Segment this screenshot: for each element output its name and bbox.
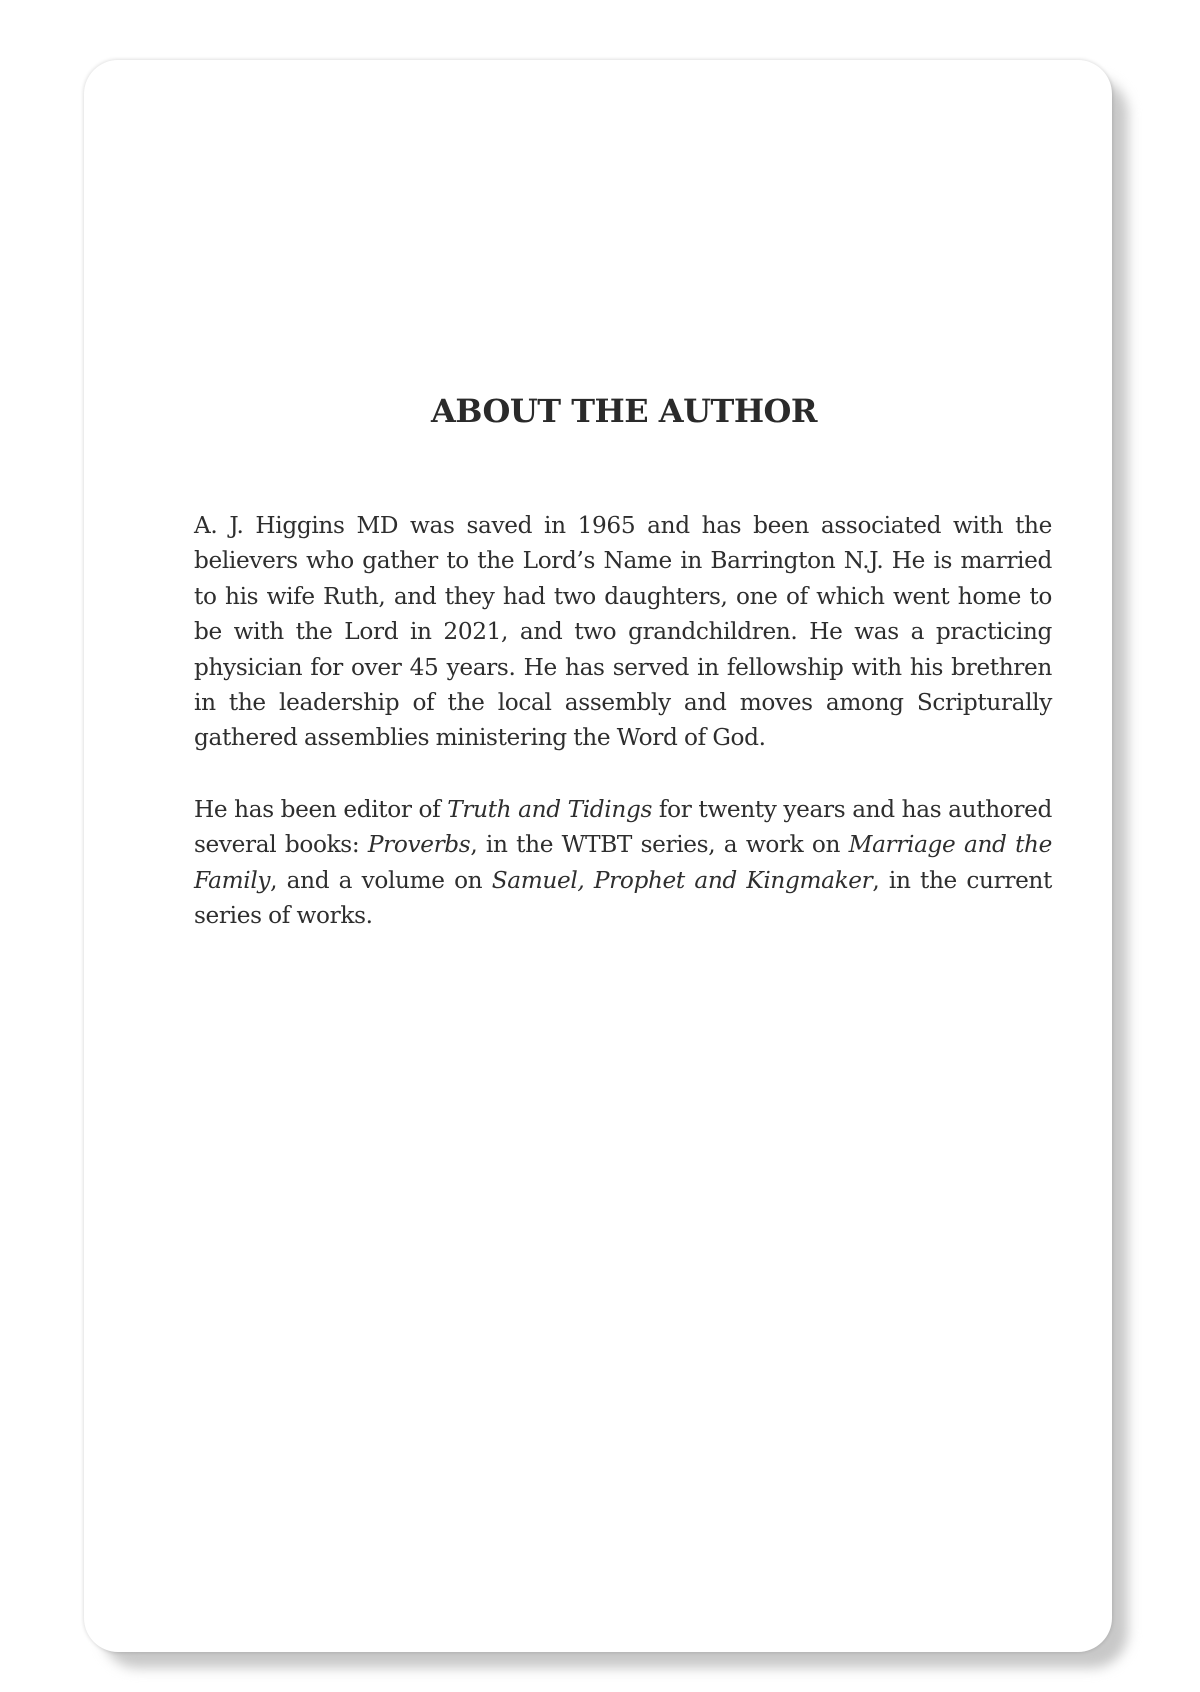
paragraph-2-text-5: , in the current series of works. (194, 866, 1052, 930)
author-bio-paragraph-1: A. J. Higgins MD was saved in 1965 and has been associated with the believers who gather to the Lord’s Name in Barrington N.J. He is married to his wife Ruth, and they had two daughters, one of which went home to be with the Lord in 2021, and two grandchildren. He was a practicing physician for over 45 years. He has served in fellowship with his brethren in the leadership of the local assembly and moves among Scripturally gathered assemblies ministering the Word of God. (194, 512, 1052, 752)
paragraph-2-text-1: He has been editor of (194, 796, 448, 823)
title-samuel-prophet-and-kingmaker: Samuel, Prophet and Kingmaker (491, 866, 873, 894)
page-title: ABOUT THE AUTHOR (430, 392, 818, 430)
title-marriage-and-the-family: Marriage and the Family (194, 831, 1052, 894)
book-page (84, 60, 1112, 1652)
paragraph-2-text-2: for twenty years and has authored several books: (194, 796, 1052, 859)
paragraph-2-text-4: , and a volume on (270, 866, 492, 894)
paragraph-2-text-3: , in the WTBT series, a work on (470, 831, 849, 859)
title-proverbs: Proverbs (367, 831, 471, 859)
title-truth-and-tidings: Truth and Tidings (447, 796, 652, 823)
author-bio-paragraph-2 (194, 792, 1052, 934)
